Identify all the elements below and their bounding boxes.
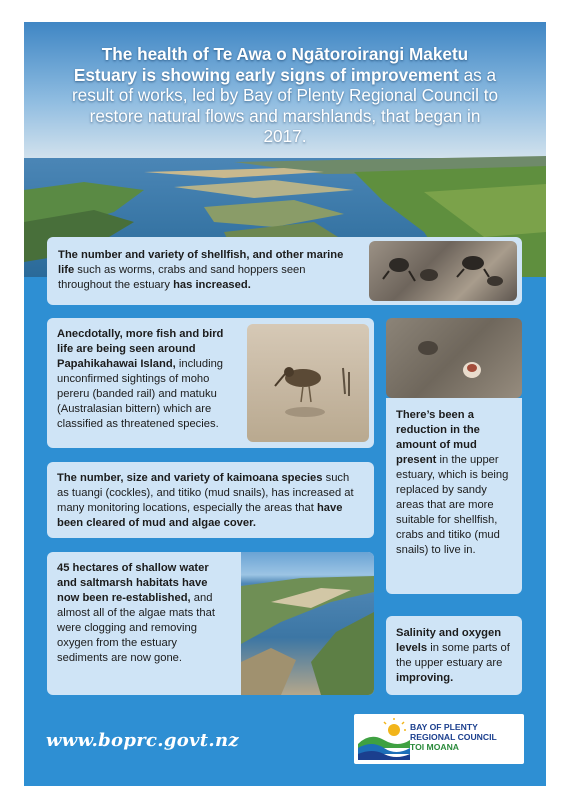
- shellfish-text-b1: marine life: [58, 249, 344, 276]
- hectares-text-s0: and almost all of the algae mats that were clogging and removing oxygen from the estuary sediments are now gone.: [57, 592, 215, 664]
- birds-text-s0: including unconfirmed sightings of moho pereru (banded rail) and matuku (Australasian bittern) which are classified as threatened species.: [57, 358, 224, 430]
- kaimoana-text-b1: have been cleared of mud and algae cover.: [57, 502, 343, 529]
- kaimoana-text: [57, 471, 364, 531]
- hectares-text: [57, 561, 227, 666]
- salinity-card: [386, 616, 522, 695]
- poster: [24, 22, 546, 786]
- birds-text: [57, 327, 242, 432]
- shellfish-card: [47, 237, 522, 305]
- logo-line-3: TOI MOANA: [410, 742, 460, 752]
- kaimoana-text-s0: such as tuangi (cockles), and titiko (mud snails), has increased at many monitoring locations, especially the areas that: [57, 472, 354, 514]
- salinity-text-b1: improving.: [396, 672, 454, 684]
- logo-line-2: REGIONAL COUNCIL: [410, 732, 497, 742]
- shellfish-text-s0: such as worms, crabs and sand hoppers seen throughout the estuary: [58, 264, 306, 291]
- logo-line-1: BAY OF PLENTY: [410, 722, 478, 732]
- headline: [68, 44, 502, 147]
- council-logo: [354, 714, 524, 764]
- mud-text: [396, 408, 514, 558]
- saltmarsh-photo: [241, 552, 374, 695]
- salinity-text-b0: Salinity and oxygen levels: [396, 627, 502, 654]
- hectares-text-b0: 45 hectares of shallow water and saltmarsh habitats have now been re-established,: [57, 562, 209, 604]
- shellfish-text-b2: has increased.: [173, 279, 251, 291]
- headline-rest: as a result of works, led by Bay of Plenty Regional Council to restore natural flows and marshlands, that began in 2017.: [71, 64, 499, 146]
- mud-photo: [386, 318, 522, 398]
- salinity-text: [396, 626, 516, 686]
- headline-bold: The health of Te Awa o Ngātoroirangi Maketu Estuary is showing early signs of improvement: [73, 44, 469, 85]
- kaimoana-text-b0: The number, size and variety of kaimoana species: [57, 472, 323, 484]
- hectares-card: [47, 552, 374, 695]
- birds-text-b0: Anecdotally, more fish and bird life are being seen around Papahikahawai Island,: [57, 328, 224, 370]
- website-link[interactable]: www.boprc.govt.nz: [46, 730, 239, 751]
- shellfish-photo: [369, 241, 517, 301]
- birds-card: [47, 318, 374, 448]
- salinity-text-s0: in some parts of the upper estuary are: [396, 642, 510, 669]
- shellfish-text: [58, 248, 358, 293]
- shellfish-text-b0: The number and variety of shellfish, and other: [58, 249, 307, 261]
- mud-text-s0: in the upper estuary, which is being replaced by sandy areas that are more suitable for shellfish, crabs and titiko (mud snails) to live in.: [396, 454, 509, 556]
- council-logo-icon: [358, 718, 410, 760]
- mud-card: [386, 398, 522, 594]
- mud-text-b0: There’s been a reduction in the amount of mud present: [396, 409, 480, 466]
- bird-photo: [247, 324, 369, 442]
- kaimoana-card: [47, 462, 374, 538]
